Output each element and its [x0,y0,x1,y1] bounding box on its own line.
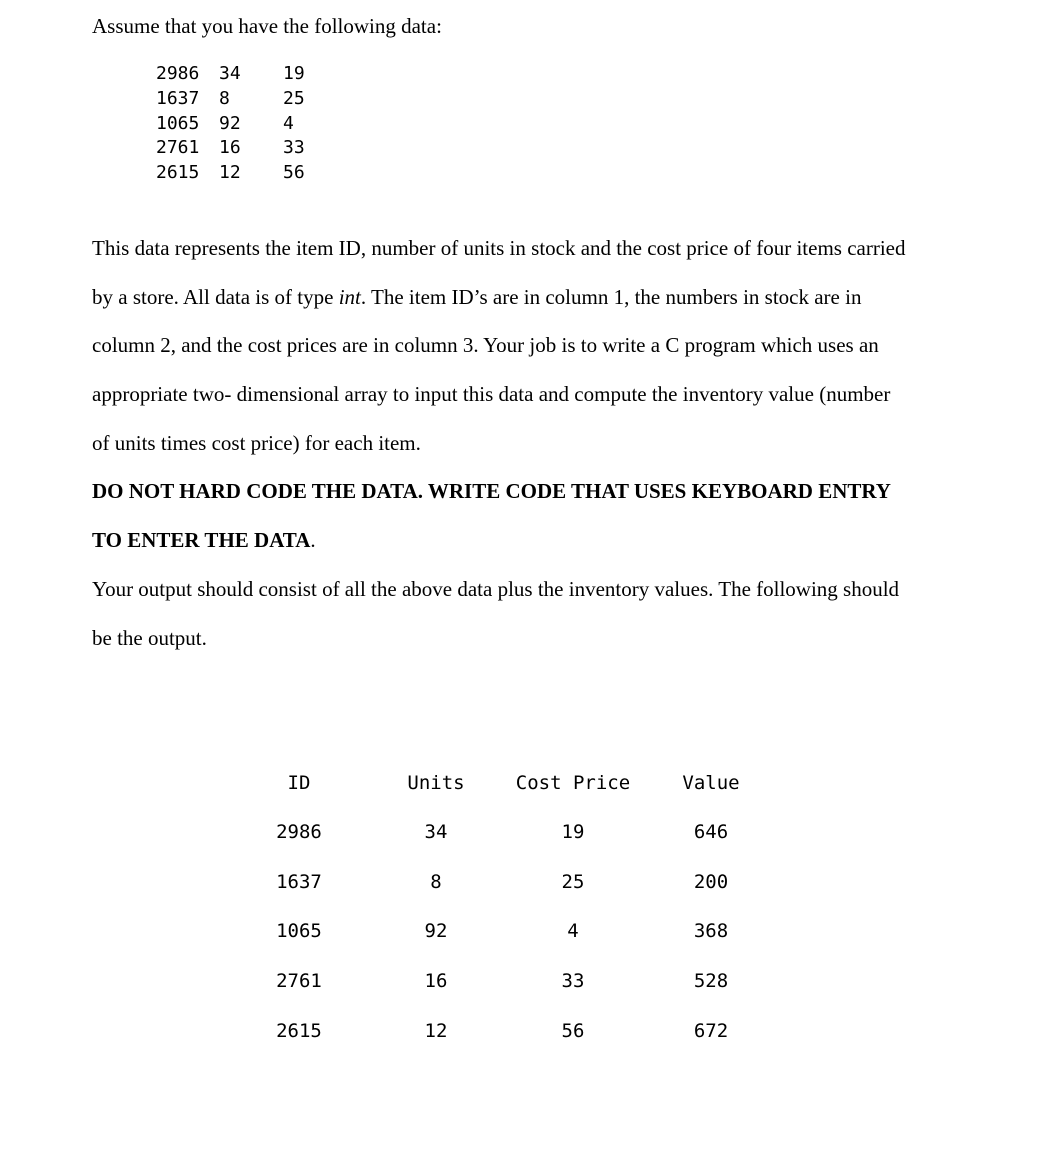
output-line: Your output should consist of all the above data plus the inventory values. The following should [92,577,900,601]
cell-cost: 19 [561,821,585,843]
description-line: of units times cost price) for each item. [92,431,421,455]
cell-id: 1637 [276,871,322,893]
input-cost: 25 [283,88,305,109]
cell-value: 672 [693,1020,729,1042]
header-units: Units [407,772,465,794]
type-keyword: int [338,285,361,309]
intro-text: Assume that you have the following data: [92,14,442,38]
description-text: . The item ID’s are in column 1, the numbers in stock are in [360,285,862,309]
description-line: appropriate two- dimensional array to input this data and compute the inventory value (number [92,382,891,406]
cell-cost: 25 [561,871,585,893]
description-text: by a store. All data is of type [92,285,339,309]
cell-value: 646 [693,821,729,843]
cell-value: 528 [693,970,729,992]
description-line: column 2, and the cost prices are in column 3. Your job is to write a C program which uses an [92,333,879,357]
input-id: 1637 [156,88,200,109]
instruction-bold-text: TO ENTER THE DATA [92,528,311,552]
instruction-line [92,528,316,558]
input-cost: 4 [283,113,294,134]
cell-id: 1065 [276,920,322,942]
cell-id: 2986 [276,821,322,843]
description-line: This data represents the item ID, number of units in stock and the cost price of four items carried [92,236,906,260]
input-units: 34 [219,63,241,84]
header-cost-price: Cost Price [515,772,631,794]
instruction-period: . [310,528,316,552]
cell-value: 200 [693,871,729,893]
input-id: 2986 [156,63,200,84]
input-cost: 33 [283,137,305,158]
cell-cost: 4 [567,920,579,942]
cell-units: 12 [424,1020,448,1042]
cell-units: 16 [424,970,448,992]
cell-units: 92 [424,920,448,942]
input-units: 8 [219,88,230,109]
cell-value: 368 [693,920,729,942]
cell-cost: 56 [561,1020,585,1042]
input-cost: 56 [283,162,305,183]
cell-units: 8 [430,871,442,893]
cell-id: 2615 [276,1020,322,1042]
cell-cost: 33 [561,970,585,992]
cell-units: 34 [424,821,448,843]
cell-id: 2761 [276,970,322,992]
output-line: be the output. [92,626,207,650]
header-value: Value [682,772,740,794]
input-id: 2761 [156,137,200,158]
input-id: 2615 [156,162,200,183]
description-line [92,285,861,315]
input-units: 16 [219,137,241,158]
instruction-line: DO NOT HARD CODE THE DATA. WRITE CODE THAT USES KEYBOARD ENTRY [92,479,891,503]
input-units: 92 [219,113,241,134]
input-units: 12 [219,162,241,183]
input-id: 1065 [156,113,200,134]
input-cost: 19 [283,63,305,84]
header-id: ID [287,772,311,794]
